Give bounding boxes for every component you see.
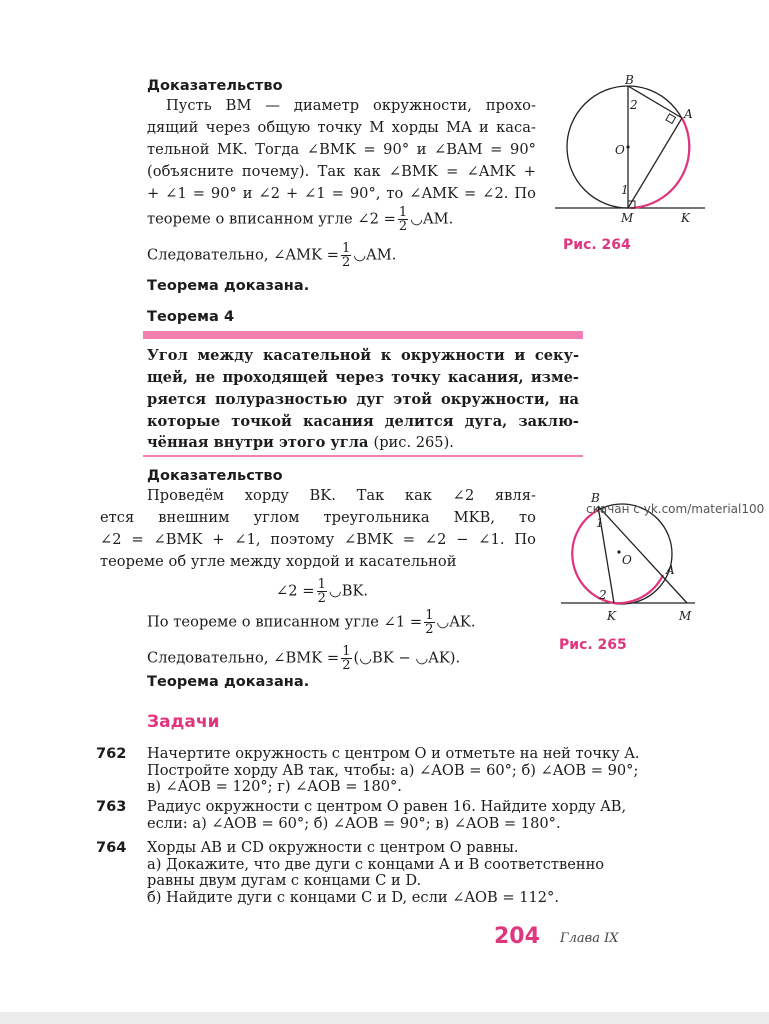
proof1-line: (объясните почему). Так как ∠BMK = ∠AMK +	[147, 163, 536, 180]
label-A: A	[666, 563, 675, 577]
task-line: Радиус окружности с центром O равен 16. Найдите хорду AB,	[147, 798, 627, 815]
page-number: 204	[494, 924, 540, 949]
proof1-line6	[147, 206, 453, 233]
task-line: а) Докажите, что две дуги с концами A и B соответственно	[147, 855, 605, 873]
label-B: B	[625, 73, 634, 87]
proof2-eq1-arc: ◡BK.	[328, 582, 369, 600]
proof1-line6-arc: ◡AM.	[410, 210, 454, 228]
proof2-eq1-text: ∠2 =	[276, 582, 315, 600]
figure-265-caption: Рис. 265	[559, 637, 627, 653]
fraction-half	[398, 206, 408, 233]
label-2: 2	[599, 588, 607, 602]
tasks-heading: Задачи	[147, 712, 220, 732]
fraction-half	[317, 578, 327, 605]
theorem-band-top	[143, 331, 583, 339]
proof2-line: Проведём хорду BK. Так как ∠2 явля-	[147, 487, 536, 504]
label-O: O	[622, 553, 632, 567]
label-M: M	[679, 609, 692, 623]
theorem4-line: ряется полуразностью дуг этой окружности, на	[147, 391, 579, 408]
proof2-done: Теорема доказана.	[147, 674, 310, 690]
arc-AM	[631, 118, 689, 208]
label-1: 1	[596, 516, 604, 530]
task-763	[147, 799, 702, 832]
task-number: 763	[96, 798, 127, 815]
theorem4-last-line	[147, 433, 579, 453]
task-line: в) ∠AOB = 120°; г) ∠AOB = 180°.	[147, 778, 402, 795]
task-line: Постройте хорду AB так, чтобы: а) ∠AOB = 60°; б) ∠AOB = 90°;	[147, 761, 639, 779]
task-line: Начертите окружность с центром O и отметьте на ней точку A.	[147, 745, 640, 762]
label-O: O	[615, 143, 625, 157]
proof2-heading: Доказательство	[147, 468, 283, 484]
theorem4-last-text: чённая внутри этого угла	[147, 434, 369, 451]
proof2-line: ∠2 = ∠BMK + ∠1, поэтому ∠BMK = ∠2 − ∠1. По	[100, 531, 536, 548]
proof2-eq3-arc: (◡BK − ◡AK).	[353, 649, 461, 667]
theorem4-line: щей, не проходящей через точку касания, изме-	[147, 369, 579, 386]
proof1-line: Пусть BM — диаметр окружности, прохо-	[166, 97, 536, 114]
label-2: 2	[630, 98, 638, 112]
fraction-den: 2	[425, 622, 434, 637]
center-point	[626, 145, 629, 148]
proof2-line: теореме об угле между хордой и касательной	[100, 553, 457, 570]
task-764	[147, 840, 702, 906]
theorem4-title: Теорема 4	[147, 309, 235, 325]
figure-264-caption: Рис. 264	[563, 237, 631, 253]
proof1-line7	[147, 242, 396, 269]
fraction-den: 2	[342, 658, 351, 673]
fraction-half	[341, 645, 351, 672]
proof2-eq2-arc: ◡AK.	[436, 613, 476, 631]
label-B: B	[591, 491, 600, 505]
fraction-half	[341, 242, 351, 269]
proof2-eq2	[147, 609, 476, 636]
arc-BK	[572, 510, 614, 603]
proof1-line: тельной MK. Тогда ∠BMK = 90° и ∠BAM = 90°	[147, 141, 536, 158]
label-K: K	[681, 211, 690, 222]
fraction-half	[424, 609, 434, 636]
arc-AK	[614, 575, 663, 603]
center-point	[617, 550, 620, 553]
fraction-num: 1	[342, 644, 351, 659]
bottom-strip	[0, 1012, 769, 1024]
figure-264	[555, 72, 715, 222]
right-angle-A	[666, 114, 676, 124]
proof2-eq3	[147, 645, 460, 672]
fraction-den: 2	[342, 255, 351, 270]
task-line: равны двум дугам с концами C и D.	[147, 872, 422, 889]
task-line: б) Найдите дуги с концами C и D, если ∠AOB = 112°.	[147, 888, 559, 906]
chapter-label: Глава IX	[560, 931, 619, 946]
task-number: 762	[96, 745, 127, 762]
chord-MA	[628, 118, 682, 208]
fraction-num: 1	[425, 608, 434, 623]
fraction-num: 1	[317, 577, 326, 592]
watermark: скачан с yk.com/material100	[586, 502, 765, 516]
task-line: если: а) ∠AOB = 60°; б) ∠AOB = 90°; в) ∠AOB = 180°.	[147, 814, 561, 832]
task-line: Хорды AB и CD окружности с центром O равны.	[147, 839, 519, 856]
label-A: A	[684, 107, 693, 121]
task-number: 764	[96, 839, 127, 856]
proof1-done: Теорема доказана.	[147, 278, 310, 294]
proof1-line6-text: теореме о вписанном угле ∠2 =	[147, 210, 396, 228]
label-M: M	[621, 211, 634, 222]
fraction-den: 2	[317, 591, 326, 606]
proof2-eq3-text: Следовательно, ∠BMK =	[147, 649, 340, 667]
proof1-line7-arc: ◡AM.	[353, 246, 397, 264]
proof2-eq1	[276, 578, 368, 605]
proof1-line: + ∠1 = 90° и ∠2 + ∠1 = 90°, то ∠AMK = ∠2. По	[147, 185, 536, 202]
proof2-eq2-text: По теореме о вписанном угле ∠1 =	[147, 613, 423, 631]
proof1-line7-text: Следовательно, ∠AMK =	[147, 246, 340, 264]
label-1: 1	[621, 183, 629, 197]
proof1-line: дящий через общую точку M хорды MA и каса-	[147, 119, 536, 136]
fraction-num: 1	[342, 241, 351, 256]
label-K: K	[607, 609, 616, 623]
theorem4-line: которые точкой касания делится дуга, заклю-	[147, 413, 579, 430]
theorem4-figure-ref: (рис. 265).	[373, 434, 454, 451]
proof1-heading: Доказательство	[147, 78, 283, 94]
fraction-num: 1	[398, 205, 408, 220]
theorem4-line: Угол между касательной к окружности и секу-	[147, 347, 579, 364]
fraction-den: 2	[398, 219, 408, 234]
theorem-band-bottom	[143, 455, 583, 457]
task-762	[147, 746, 702, 796]
proof2-line: ется внешним углом треугольника MKB, то	[100, 509, 536, 526]
